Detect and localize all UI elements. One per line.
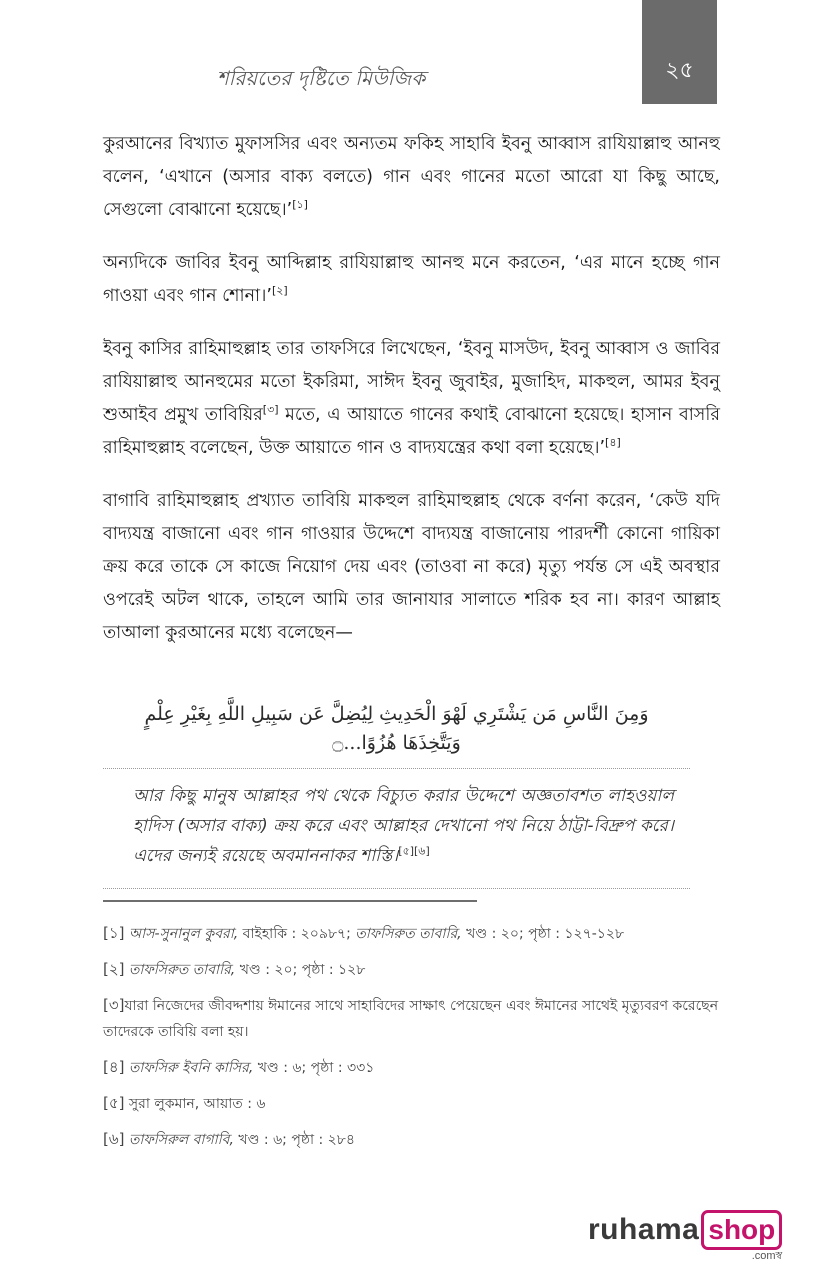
dotted-divider-top [103,768,690,769]
page-number-tab [642,0,717,104]
paragraph-2-text: অন্যদিকে জাবির ইবনু আব্দিল্লাহ রাযিয়াল্লাহু আনহু মনে করতেন, ‘এর মানে হচ্ছে গান গাওয়া এবং গান শোনা।’ [103,253,720,306]
paragraph-3-text-b: মতে, এ আয়াতে গানের কথাই বোঝানো হয়েছে। হাসান বাসরি রাহিমাহুল্লাহ বলেছেন, উক্ত আয়াতে গান ও বাদ্যযন্ত্রের কথা বলা হয়েছে।’ [103,405,720,458]
footnote-item: [৫] সুরা লুকমান, আয়াত : ৬ [103,1094,266,1112]
footnote-rule [103,900,477,902]
logo-domain-suffix: .comস্ব [751,1250,783,1262]
page-header [0,0,825,104]
footnote-item: [২] তাফসিরুত তাবারি, খণ্ড : ২০; পৃষ্ঠা : ১২৮ [103,960,366,978]
footnote-item: [৩]যারা নিজেদের জীবদ্দশায় ঈমানের সাথে সাহাবিদের সাক্ষাৎ পেয়েছেন এবং ঈমানের সাথেই মৃত্যুবরণ করেছেন তাদেরকে তাবিয়ি বলা হয়। [103,996,719,1040]
footnote-item: [১] আস-সুনানুল কুবরা, বাইহাকি : ২০৯৮৭; তাফসিরুত তাবারি, খণ্ড : ২০; পৃষ্ঠা : ১২৭-১২৮ [103,924,625,942]
dotted-divider-bottom [103,888,690,889]
paragraph-1-text: কুরআনের বিখ্যাত মুফাসসির এবং অন্যতম ফকিহ সাহাবি ইবনু আব্বাস রাযিয়াল্লাহু আনহু বলেন, ‘এখানে (অসার বাক্য বলতে) গান এবং গানের মতো আরো যা কিছু আছে, সেগুলো বোঝানো হয়েছে।’ [103,134,720,220]
page-number: ২৫ [665,58,694,83]
logo-text-shop: shop [701,1210,782,1250]
quran-quote [103,700,690,883]
arabic-verse: وَمِنَ النَّاسِ مَن يَشْتَرِي لَهْوَ الْحَدِيثِ لِيُضِلَّ عَن سَبِيلِ اللَّهِ بِغَيْرِ عِلْمٍ وَيَتَّخِذَهَا هُزُوًا...۝ [144,703,649,754]
paragraph-1 [103,128,720,227]
paragraph-3-text-a: ইবনু কাসির রাহিমাহুল্লাহ তার তাফসিরে লিখেছেন, ‘ইবনু মাসউদ, ইবনু আব্বাস ও জাবির রাযিয়াল্লাহু আনহুমের মতো ইকরিমা, সাঈদ ইবনু জুবাইর, মুজাহিদ, মাকহুল, আমর ইবনু শুআইব প্রমুখ তাবিয়ির [103,339,720,425]
paragraph-4-text: বাগাবি রাহিমাহুল্লাহ প্রখ্যাত তাবিয়ি মাকহুল রাহিমাহুল্লাহ থেকে বর্ণনা করেন, ‘কেউ যদি বাদ্যযন্ত্র বাজানো এবং গান গাওয়ার উদ্দেশে বাদ্যযন্ত্র বাজানোয় পারদর্শী কোনো গায়িকা ক্রয় করে তাকে সে কাজে নিয়োগ দেয় এবং (তাওবা না করে) মৃত্যু পর্যন্ত সে এই অবস্থার ওপরেই অটল থাকে, তাহলে আমি তার জানাযার সালাতে শরিক হব না। কারণ আল্লাহ তাআলা কুরআনের মধ্যে বলেছেন— [103,491,720,643]
footnotes [103,920,720,1162]
body-text [103,128,720,670]
footnote-ref-5-6[interactable]: [৫][৬] [398,844,430,858]
footnote-ref-2[interactable]: [২] [271,284,288,298]
verse-translation-text: আর কিছু মানুষ আল্লাহর পথ থেকে বিচ্যুত করার উদ্দেশে অজ্ঞতাবশত লাহওয়াল হাদিস (অসার বাক্য) ক্রয় করে এবং আল্লাহর দেখানো পথ নিয়ে ঠাট্টা-বিদ্রুপ করে। এদের জন্যই রয়েছে অবমাননাকর শাস্তি। [133,786,674,866]
footnote-ref-4[interactable]: [৪] [605,436,621,450]
footnote-item: [৪] তাফসিরু ইবনি কাসির, খণ্ড : ৬; পৃষ্ঠা : ৩৩১ [103,1058,375,1076]
logo-shop-badge [701,1210,783,1262]
paragraph-3 [103,333,720,465]
ruhamashop-logo [588,1210,782,1260]
paragraph-4 [103,485,720,650]
running-title: শরিয়তের দৃষ্টিতে মিউজিক [216,66,426,90]
logo-text-ruhama: ruhama [588,1213,700,1246]
paragraph-2 [103,247,720,313]
footnote-item: [৬] তাফসিরুল বাগাবি, খণ্ড : ৬; পৃষ্ঠা : ২৮৪ [103,1130,355,1148]
verse-translation [103,781,690,871]
footnote-ref-1[interactable]: [১] [292,198,308,212]
footnote-ref-3[interactable]: [৩] [262,403,279,417]
